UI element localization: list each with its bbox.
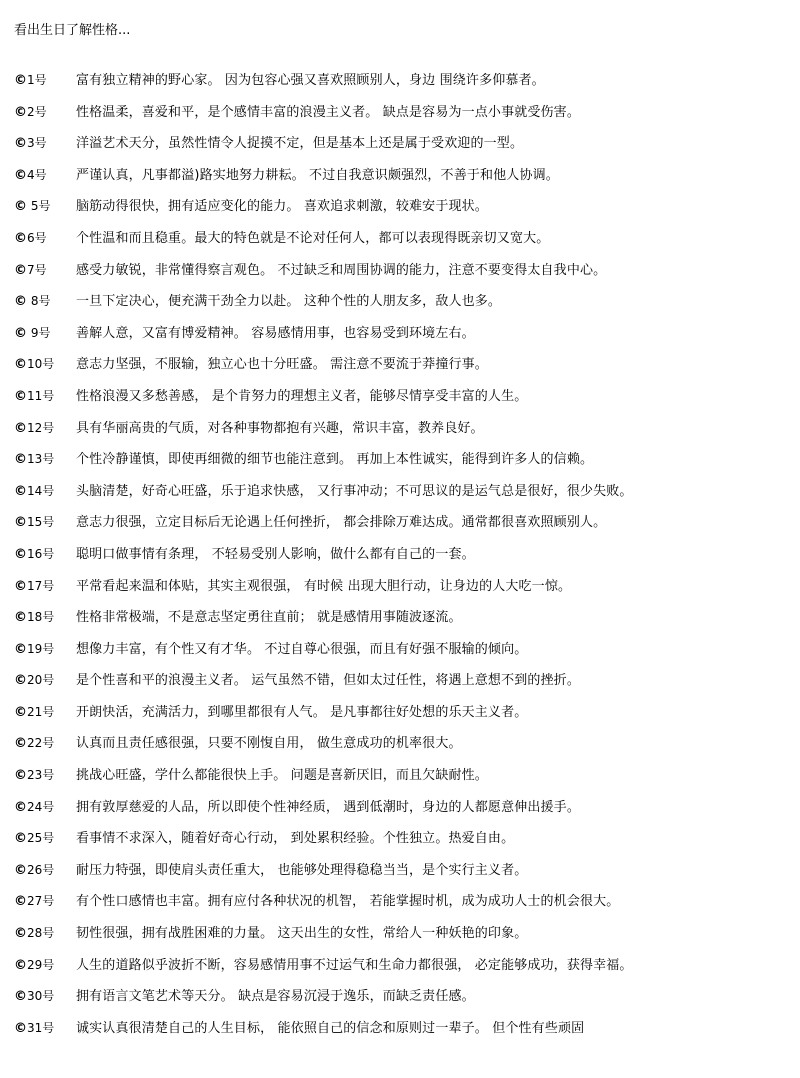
- day-label: [14, 261, 76, 278]
- personality-description: 人生的道路似乎波折不断，容易感情用事不过运气和生命力都很强， 必定能够成功，获得幸福。: [76, 957, 633, 973]
- personality-description: 善解人意，又富有博爱精神。 容易感情用事，也容易受到环境左右。: [76, 325, 475, 341]
- copyright-symbol: ©: [14, 452, 27, 468]
- day-number: 28号: [27, 926, 55, 941]
- day-number: 6号: [27, 230, 47, 245]
- day-label: [14, 956, 76, 973]
- personality-description: 洋溢艺术天分，虽然性情令人捉摸不定，但是基本上还是属于受欢迎的一型。: [76, 136, 524, 152]
- day-label: [14, 71, 76, 88]
- copyright-symbol: ©: [14, 989, 27, 1005]
- personality-description: 脑筋动得很快，拥有适应变化的能力。 喜欢追求刺激，较难安于现状。: [76, 199, 488, 215]
- personality-description: 个性温和而且稳重。最大的特色就是不论对任何人，都可以表现得既亲切又宽大。: [76, 230, 550, 246]
- day-label: [14, 166, 76, 183]
- personality-description: 聪明口做事情有条理， 不轻易受别人影响，做什么都有自己的一套。: [76, 546, 475, 562]
- day-number: 4号: [27, 167, 47, 182]
- day-number: 26号: [27, 862, 55, 877]
- copyright-symbol: ©: [14, 73, 27, 88]
- day-number: 1号: [27, 73, 47, 87]
- list-item: [14, 259, 800, 291]
- list-item: [14, 606, 800, 638]
- copyright-symbol: ©: [14, 357, 27, 373]
- day-label: [14, 482, 76, 499]
- personality-description: 平常看起来温和体贴，其实主观很强， 有时候 出现大胆行动，让身边的人大吃一惊。: [76, 578, 572, 594]
- day-number: 16号: [27, 546, 55, 561]
- day-number: 25号: [27, 831, 55, 846]
- list-item: [14, 480, 800, 512]
- day-label: [14, 355, 76, 372]
- day-number: 19号: [27, 641, 55, 656]
- day-number: 17号: [27, 578, 55, 593]
- list-item: [14, 543, 800, 575]
- day-label: [14, 450, 76, 467]
- list-item: [14, 322, 800, 354]
- day-label: [14, 798, 76, 815]
- personality-description: 耐压力特强，即使肩头责任重大， 也能够处理得稳稳当当，是个实行主义者。: [76, 862, 528, 878]
- day-number: 7号: [27, 262, 47, 277]
- copyright-symbol: ©: [14, 799, 27, 815]
- list-item: [14, 732, 800, 764]
- document-title: 看出生日了解性格...: [14, 23, 131, 38]
- day-label: [14, 703, 76, 720]
- day-label: [14, 608, 76, 625]
- personality-description: 性格浪漫又多愁善感， 是个肯努力的理想主义者，能够尽情享受丰富的人生。: [76, 388, 528, 404]
- birthday-entry-list: [14, 69, 800, 1048]
- list-item: [14, 69, 800, 101]
- copyright-symbol: ©: [14, 294, 27, 310]
- list-item: [14, 922, 800, 954]
- day-number: 10号: [27, 357, 55, 372]
- copyright-symbol: ©: [14, 831, 27, 847]
- personality-description: 意志力坚强，不服输，独立心也十分旺盛。 需注意不要流于莽撞行事。: [76, 357, 488, 373]
- day-label: [14, 292, 76, 309]
- day-number: 30号: [27, 989, 55, 1004]
- personality-description: 意志力很强，立定目标后无论遇上任何挫折， 都会排除万难达成。通常都很喜欢照顾别人。: [76, 515, 607, 531]
- list-item: [14, 954, 800, 986]
- personality-description: 诚实认真很清楚自己的人生目标， 能依照自己的信念和原则过一辈子。 但个性有些顽固: [76, 1020, 585, 1036]
- personality-description: 看事情不求深入，随着好奇心行动， 到处累积经验。个性独立。热爱自由。: [76, 831, 515, 847]
- personality-description: 性格非常极端，不是意志坚定勇往直前； 就是感情用事随波逐流。: [76, 610, 462, 626]
- list-item: [14, 827, 800, 859]
- personality-description: 具有华丽高贵的气质，对各种事物都抱有兴趣，常识丰富，教养良好。: [76, 420, 484, 436]
- day-number: 13号: [27, 452, 55, 467]
- list-item: [14, 796, 800, 828]
- copyright-symbol: ©: [14, 420, 27, 436]
- day-number: 21号: [27, 704, 55, 719]
- day-label: [14, 545, 76, 562]
- copyright-symbol: ©: [14, 578, 27, 594]
- day-number: 22号: [27, 736, 55, 751]
- day-number: 18号: [27, 610, 55, 625]
- copyright-symbol: ©: [14, 926, 27, 942]
- personality-description: 富有独立精神的野心家。 因为包容心强又喜欢照顾别人，身边 围绕许多仰慕者。: [76, 73, 545, 88]
- day-number: 24号: [27, 799, 55, 814]
- list-item: [14, 227, 800, 259]
- copyright-symbol: ©: [14, 1020, 27, 1036]
- day-label: [14, 1019, 76, 1036]
- day-label: [14, 387, 76, 404]
- copyright-symbol: ©: [14, 515, 27, 531]
- list-item: [14, 575, 800, 607]
- day-label: [14, 229, 76, 246]
- day-label: [14, 924, 76, 941]
- list-item: [14, 985, 800, 1017]
- day-label: [14, 671, 76, 688]
- day-number: 3号: [27, 136, 47, 151]
- list-item: [14, 448, 800, 480]
- list-item: [14, 164, 800, 196]
- personality-description: 拥有敦厚慈爱的人品，所以即使个性神经质， 遇到低潮时，身边的人都愿意伸出援手。: [76, 799, 580, 815]
- day-label: [14, 134, 76, 151]
- day-label: [14, 987, 76, 1004]
- list-item: [14, 701, 800, 733]
- day-label: [14, 829, 76, 846]
- personality-description: 韧性很强，拥有战胜困难的力量。 这天出生的女性，常给人一种妖艳的印象。: [76, 926, 528, 942]
- day-number: 12号: [27, 420, 55, 435]
- list-item: [14, 511, 800, 543]
- copyright-symbol: ©: [14, 104, 27, 120]
- list-item: [14, 101, 800, 133]
- copyright-symbol: ©: [14, 230, 27, 246]
- day-label: [14, 892, 76, 909]
- copyright-symbol: ©: [14, 199, 27, 215]
- list-item: [14, 859, 800, 891]
- day-label: [14, 577, 76, 594]
- copyright-symbol: ©: [14, 704, 27, 720]
- list-item: [14, 764, 800, 796]
- personality-description: 严谨认真，凡事都溢)路实地努力耕耘。 不过自我意识颇强烈，不善于和他人协调。: [76, 167, 559, 183]
- copyright-symbol: ©: [14, 388, 27, 404]
- day-label: [14, 419, 76, 436]
- personality-description: 个性冷静谨慎，即使再细微的细节也能注意到。 再加上本性诚实，能得到许多人的信赖。: [76, 452, 594, 468]
- day-number: 20号: [27, 673, 55, 688]
- list-item: [14, 195, 800, 227]
- list-item: [14, 417, 800, 449]
- day-number: 29号: [27, 957, 55, 972]
- list-item: [14, 132, 800, 164]
- personality-description: 感受力敏锐，非常懂得察言观色。 不过缺乏和周围协调的能力，注意不要变得太自我中心。: [76, 262, 607, 278]
- day-number: 2号: [27, 104, 47, 119]
- copyright-symbol: ©: [14, 894, 27, 910]
- copyright-symbol: ©: [14, 483, 27, 499]
- copyright-symbol: ©: [14, 136, 27, 152]
- list-item: [14, 353, 800, 385]
- personality-description: 一旦下定决心，便充满干劲全力以赴。 这种个性的人朋友多，敌人也多。: [76, 294, 502, 310]
- copyright-symbol: ©: [14, 768, 27, 784]
- day-number: 11号: [27, 388, 55, 403]
- day-number: 31号: [27, 1020, 55, 1035]
- list-item: [14, 669, 800, 701]
- copyright-symbol: ©: [14, 957, 27, 973]
- list-item: [14, 385, 800, 417]
- day-label: [14, 861, 76, 878]
- day-number: 8号: [27, 294, 51, 309]
- day-label: [14, 766, 76, 783]
- day-label: [14, 513, 76, 530]
- copyright-symbol: ©: [14, 641, 27, 657]
- personality-description: 头脑清楚，好奇心旺盛，乐于追求快感， 又行事冲动；不可思议的是运气总是很好，很少失败。: [76, 483, 633, 499]
- day-number: 15号: [27, 515, 55, 530]
- day-label: [14, 103, 76, 120]
- day-label: [14, 640, 76, 657]
- day-number: 9号: [27, 325, 51, 340]
- list-item: [14, 890, 800, 922]
- day-number: 14号: [27, 483, 55, 498]
- list-item: [14, 290, 800, 322]
- day-label: [14, 197, 76, 214]
- personality-description: 性格温柔，喜爱和平，是个感情丰富的浪漫主义者。 缺点是容易为一点小事就受伤害。: [76, 104, 580, 120]
- copyright-symbol: ©: [14, 736, 27, 752]
- day-number: 5号: [27, 199, 51, 214]
- list-item: [14, 1017, 800, 1049]
- copyright-symbol: ©: [14, 862, 27, 878]
- day-label: [14, 324, 76, 341]
- personality-description: 挑战心旺盛，学什么都能很快上手。 问题是喜新厌旧，而且欠缺耐性。: [76, 768, 488, 784]
- copyright-symbol: ©: [14, 546, 27, 562]
- day-number: 23号: [27, 768, 55, 783]
- copyright-symbol: ©: [14, 673, 27, 689]
- day-label: [14, 734, 76, 751]
- personality-description: 认真而且责任感很强，只要不刚愎自用， 做生意成功的机率很大。: [76, 736, 462, 752]
- day-number: 27号: [27, 894, 55, 909]
- personality-description: 拥有语言文笔艺术等天分。 缺点是容易沉浸于逸乐，而缺乏责任感。: [76, 989, 475, 1005]
- copyright-symbol: ©: [14, 167, 27, 183]
- list-item: [14, 638, 800, 670]
- copyright-symbol: ©: [14, 325, 27, 341]
- copyright-symbol: ©: [14, 610, 27, 626]
- personality-description: 开朗快活，充满活力，到哪里都很有人气。 是凡事都往好处想的乐天主义者。: [76, 704, 528, 720]
- copyright-symbol: ©: [14, 262, 27, 278]
- personality-description: 是个性喜和平的浪漫主义者。 运气虽然不错，但如太过任性，将遇上意想不到的挫折。: [76, 673, 580, 689]
- personality-description: 有个性口感情也丰富。拥有应付各种状况的机智， 若能掌握时机，成为成功人士的机会很大。: [76, 894, 620, 910]
- personality-description: 想像力丰富，有个性又有才华。 不过自尊心很强，而且有好强不服输的倾向。: [76, 641, 528, 657]
